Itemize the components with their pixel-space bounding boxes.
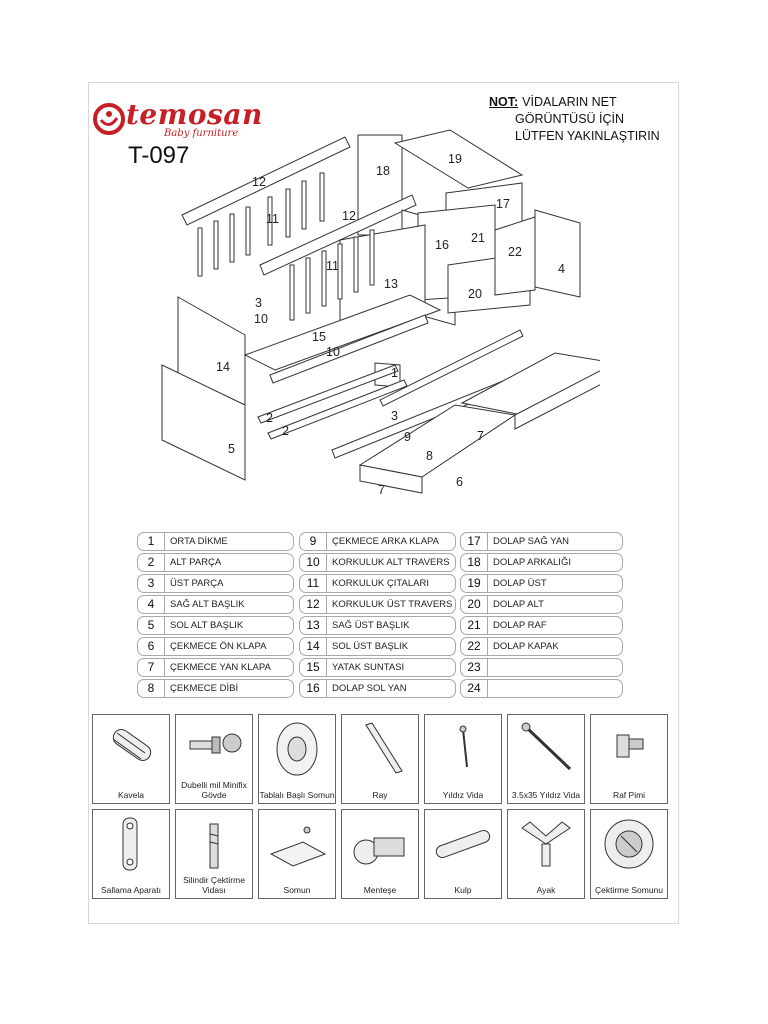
hardware-item [175,809,253,899]
parts-row [460,574,623,593]
parts-row [460,658,623,677]
part-right-lower-head [535,210,580,297]
part-number: 5 [138,617,165,634]
diagram-part-number: 16 [435,238,449,252]
note-line: VİDALARIN NET [522,95,617,109]
part-number: 24 [461,680,488,697]
hinge-icon [346,814,414,872]
assembly-drawing [150,125,600,525]
hardware-label: Tablalı Başlı Somun [259,790,335,800]
parts-row [299,658,456,677]
diagram-part-number: 4 [558,262,565,276]
hardware-item [424,714,502,804]
diagram-part-number: 11 [326,259,339,273]
diagram-part-number: 12 [252,175,266,189]
hardware-item [258,714,336,804]
parts-row [299,616,456,635]
handle-icon [429,814,497,872]
parts-row [299,595,456,614]
diagram-part-number: 10 [254,312,268,326]
parts-row [137,616,294,635]
diagram-part-number: 12 [342,209,356,223]
part-name: DOLAP SOL YAN [332,683,407,694]
parts-row [460,532,623,551]
part-name: ALT PARÇA [170,557,222,568]
hardware-item [92,809,170,899]
diagram-part-number: 18 [376,164,390,178]
part-name: KORKULUK ÜST TRAVERS [332,599,453,610]
hardware-item [92,714,170,804]
hardware-label: Ayak [536,885,556,895]
part-name: SOL ÜST BAŞLIK [332,641,409,652]
foot-icon [512,814,580,872]
logo-swirl-icon [92,102,126,136]
long-screw-icon [512,719,580,777]
hardware-label: Ray [372,790,388,800]
diagram-part-number: 22 [508,245,522,259]
part-number: 10 [300,554,327,571]
parts-row [137,637,294,656]
hardware-label: Menteşe [363,885,397,895]
part-number: 21 [461,617,488,634]
parts-row [137,595,294,614]
diagram-part-number: 5 [228,442,235,456]
part-number: 22 [461,638,488,655]
diagram-part-number: 1 [391,366,398,380]
hardware-label: Kavela [118,790,144,800]
diagram-part-number: 7 [477,429,484,443]
swing-bracket-icon [97,814,165,872]
hardware-item [341,809,419,899]
note-line: GÖRÜNTÜSÜ İÇİN [515,112,625,126]
part-name: YATAK SUNTASI [332,662,405,673]
diagram-part-number: 11 [266,212,279,226]
nut-icon [263,814,331,872]
diagram-part-number: 10 [326,345,340,359]
parts-row [137,574,294,593]
diagram-part-number: 21 [471,231,485,245]
part-name: SAĞ ALT BAŞLIK [170,599,245,610]
hardware-item [590,714,668,804]
hardware-item [507,714,585,804]
part-name: ORTA DİKME [170,536,228,547]
part-name: KORKULUK ALT TRAVERS [332,557,450,568]
note-label: NOT: [489,95,519,109]
parts-row [460,616,623,635]
parts-row [460,595,623,614]
rail-icon [346,719,414,777]
part-name: DOLAP RAF [493,620,547,631]
part-number: 4 [138,596,165,613]
hardware-label: Sallama Aparatı [100,885,161,895]
hardware-grid [92,714,672,904]
diagram-part-number: 7 [378,483,385,497]
parts-row [299,679,456,698]
brand-name: temosan [126,98,263,131]
cylinder-screw-icon [180,814,248,872]
diagram-part-number: 2 [266,411,273,425]
brand-subtitle: Baby furniture [164,128,239,139]
hardware-label: Somun [283,885,311,895]
shelf-pin-icon [595,719,663,777]
part-name: ÇEKMECE ÖN KLAPA [170,641,267,652]
part-number: 19 [461,575,488,592]
diagram-part-number: 17 [496,197,510,211]
diagram-part-number: 3 [255,296,262,310]
hardware-label: Dubelli mil Minifix Gövde [181,780,247,800]
diagram-part-number: 20 [468,287,482,301]
part-number: 15 [300,659,327,676]
diagram-part-number: 8 [426,449,433,463]
diagram-part-number: 6 [456,475,463,489]
parts-row [460,553,623,572]
part-name: ÜST PARÇA [170,578,224,589]
hardware-item [590,809,668,899]
hardware-label: Kulp [454,885,472,895]
part-name: SAĞ ÜST BAŞLIK [332,620,410,631]
part-name: DOLAP ALT [493,599,544,610]
part-name: DOLAP SAĞ YAN [493,536,570,547]
part-name: ÇEKMECE ARKA KLAPA [332,536,440,547]
star-screw-icon [429,719,497,777]
hardware-label: Silindir Çektirme Vidası [183,875,245,895]
diagram-part-number: 15 [312,330,326,344]
part-number: 20 [461,596,488,613]
diagram-part-number: 19 [448,152,462,166]
hardware-label: Yıldız Vida [442,790,484,800]
diagram-part-number: 3 [391,409,398,423]
part-number: 12 [300,596,327,613]
hardware-label: Çektirme Somunu [594,885,664,895]
part-drawer-bottom [360,405,515,477]
diagram-part-number: 2 [282,424,289,438]
parts-row [299,553,456,572]
hardware-label: 3.5x35 Yıldız Vida [511,790,581,800]
cam-nut-icon [595,814,663,872]
parts-row [137,658,294,677]
part-name: DOLAP KAPAK [493,641,559,652]
hardware-item [258,809,336,899]
minifix-icon [180,719,248,777]
diagram-part-number: 9 [404,430,411,444]
parts-row [460,679,623,698]
model-code: T-097 [128,142,190,169]
hardware-item [341,714,419,804]
part-name: DOLAP ÜST [493,578,547,589]
part-number: 18 [461,554,488,571]
part-number: 7 [138,659,165,676]
part-name: ÇEKMECE DİBİ [170,683,239,694]
hardware-label: Raf Pimi [612,790,646,800]
part-name: SOL ALT BAŞLIK [170,620,244,631]
diagram-part-number: 13 [384,277,398,291]
part-number: 1 [138,533,165,550]
diagram-part-number: 14 [216,360,230,374]
part-number: 2 [138,554,165,571]
parts-row [299,574,456,593]
part-number: 13 [300,617,327,634]
hardware-item [175,714,253,804]
parts-row [299,532,456,551]
parts-row [137,532,294,551]
part-number: 8 [138,680,165,697]
part-number: 9 [300,533,327,550]
parts-row [460,637,623,656]
hardware-item [507,809,585,899]
part-number: 17 [461,533,488,550]
dowel-icon [97,719,165,777]
part-number: 3 [138,575,165,592]
part-number: 11 [300,575,327,592]
part-name: KORKULUK ÇITALARI [332,578,429,589]
parts-row [137,553,294,572]
part-number: 16 [300,680,327,697]
parts-row [299,637,456,656]
part-name: DOLAP ARKALIĞI [493,557,571,568]
part-name: ÇEKMECE YAN KLAPA [170,662,271,673]
part-number: 14 [300,638,327,655]
part-number: 6 [138,638,165,655]
hardware-item [424,809,502,899]
parts-row [137,679,294,698]
exploded-assembly-diagram [150,125,600,525]
note-line: LÜTFEN YAKINLAŞTIRIN [515,129,660,143]
flange-nut-icon [263,719,331,777]
part-number: 23 [461,659,488,676]
